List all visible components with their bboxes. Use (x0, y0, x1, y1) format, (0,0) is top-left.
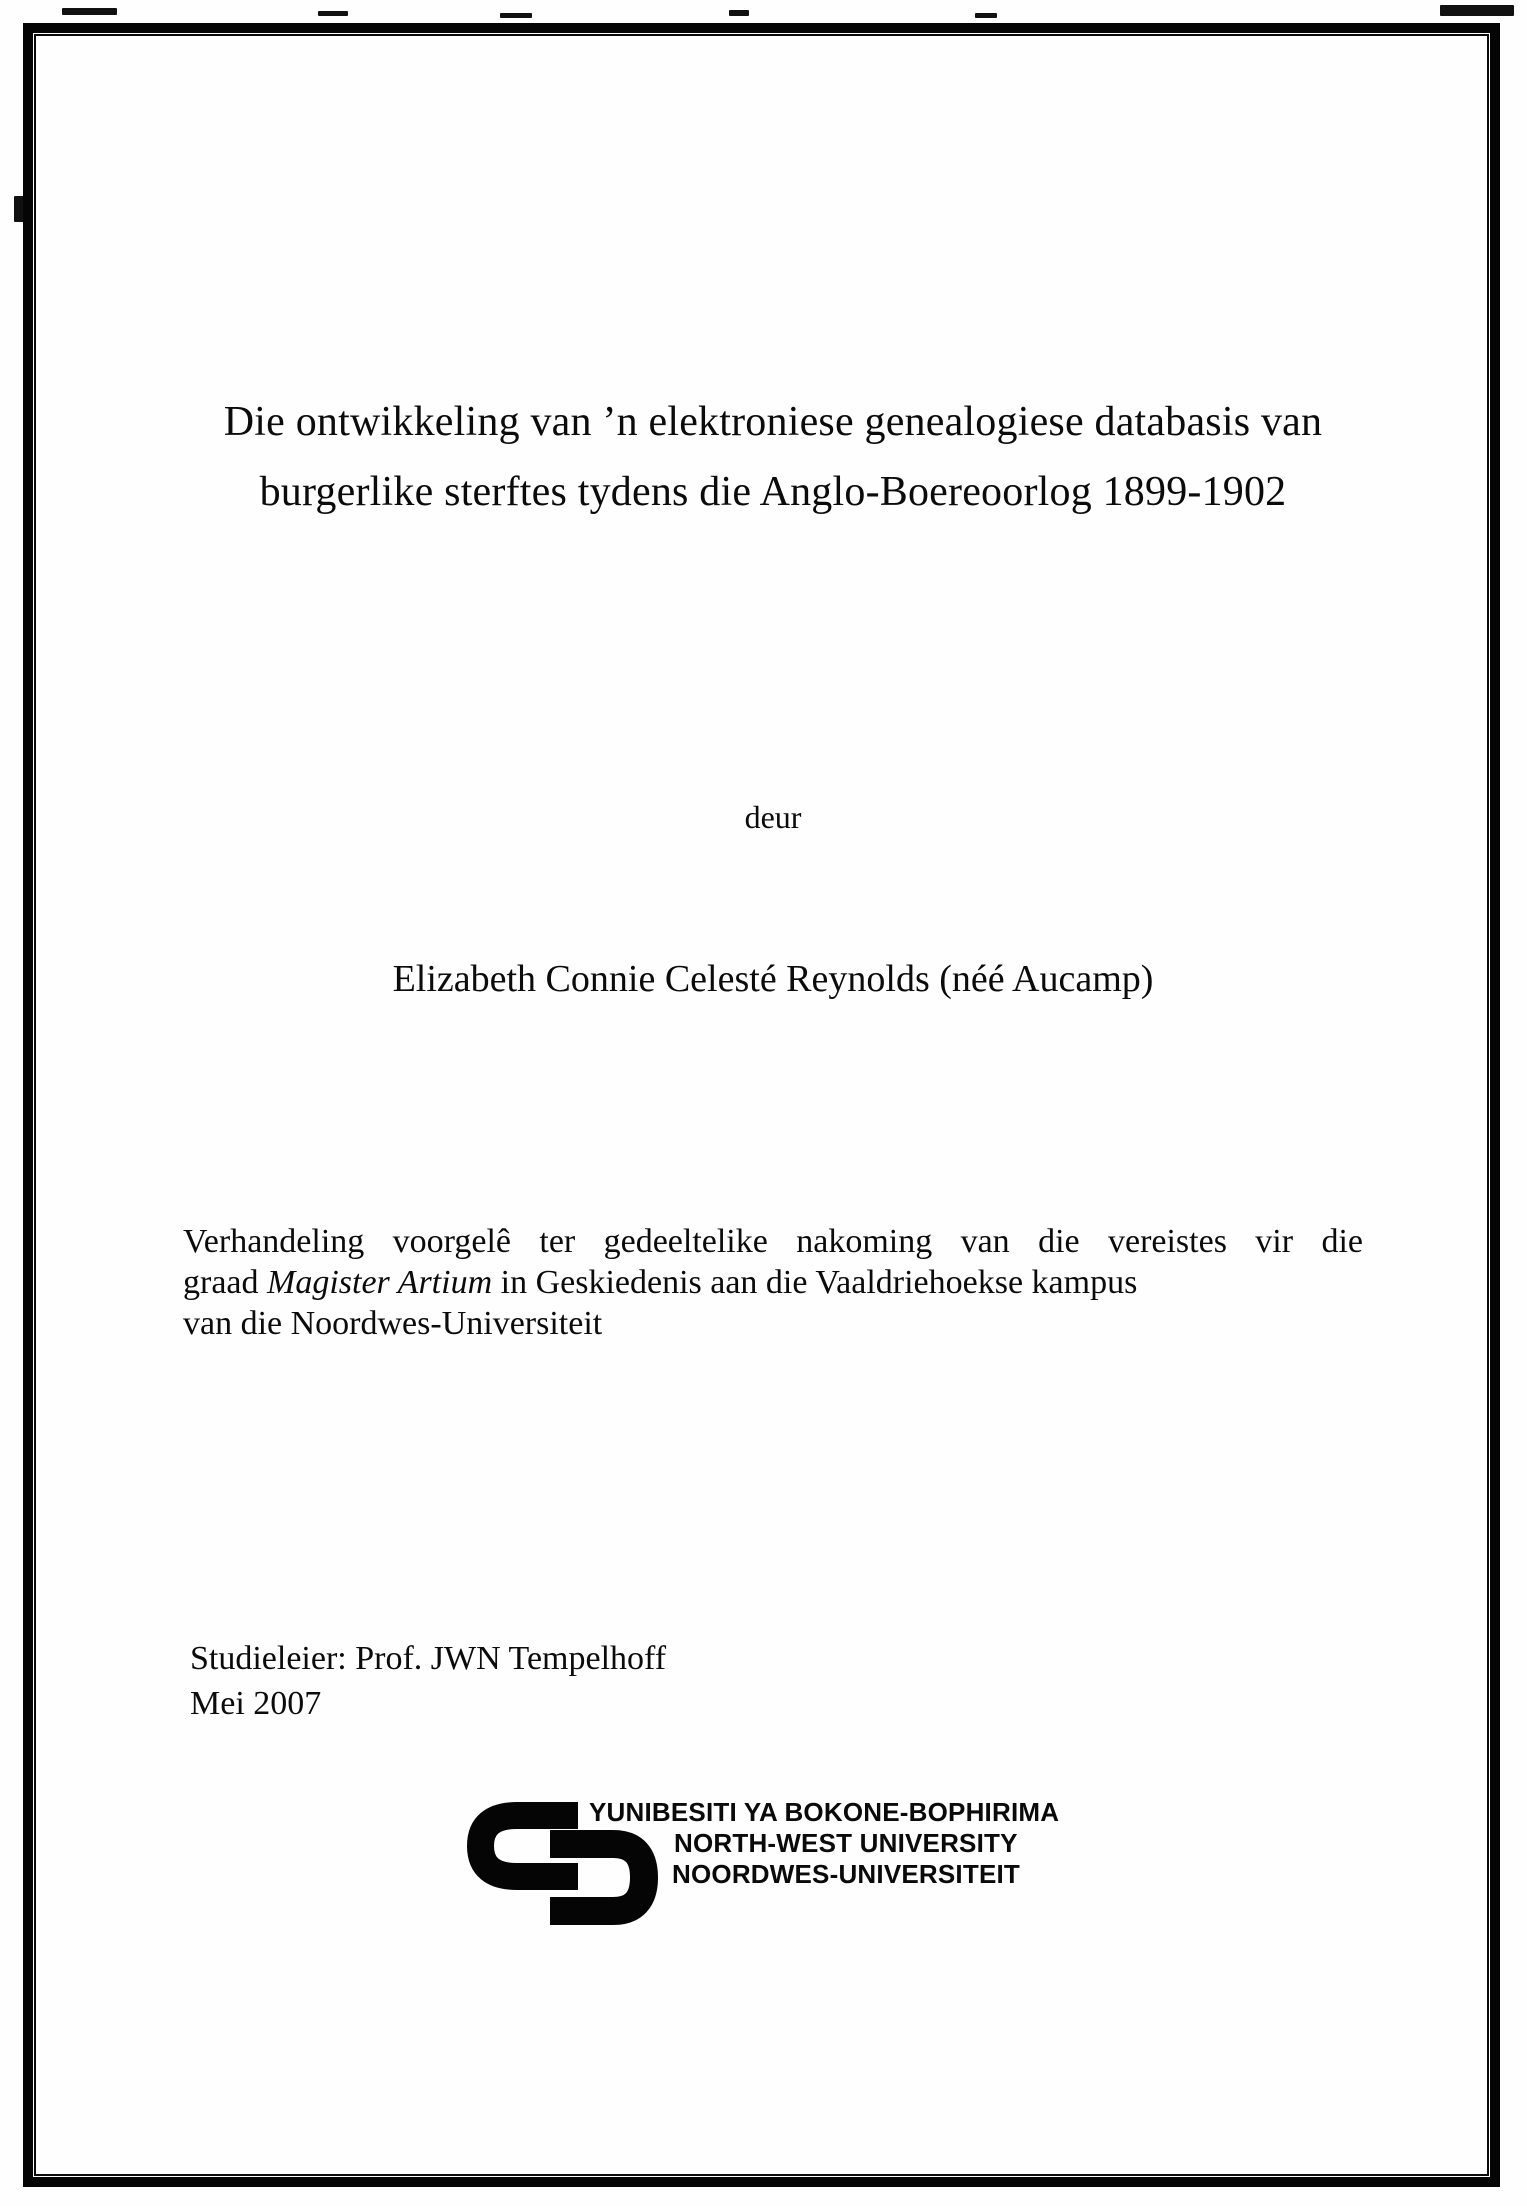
scan-artifact (975, 13, 997, 18)
supervisor-line: Studieleier: Prof. JWN Tempelhoff (190, 1640, 667, 1677)
degree-line-2-prefix: graad (183, 1264, 268, 1301)
scan-artifact (500, 13, 532, 18)
scan-artifact (1440, 5, 1514, 16)
degree-name-italic: Magister Artium (267, 1264, 493, 1301)
degree-statement-line-1: Verhandeling voorgelê ter gedeeltelike nakoming van die vereistes vir die (183, 1223, 1363, 1260)
university-logo-text (589, 1797, 1059, 1890)
date-line: Mei 2007 (190, 1685, 322, 1722)
university-logo (465, 1797, 1125, 1942)
degree-statement-line-2 (183, 1262, 1363, 1303)
author-name: Elizabeth Connie Celesté Reynolds (néé Aucamp) (392, 958, 1154, 1000)
degree-statement (183, 1221, 1363, 1344)
scan-artifact (62, 8, 117, 15)
logo-text-english: NORTH-WEST UNIVERSITY (674, 1828, 1018, 1858)
thesis-title-line-1: Die ontwikkeling van ’n elektroniese genealogiese databasis van (223, 399, 1323, 445)
scan-artifact (318, 11, 348, 16)
degree-line-2-suffix: in Geskiedenis aan die Vaaldriehoekse kampus (492, 1264, 1138, 1301)
logo-text-afrikaans: NOORDWES-UNIVERSITEIT (672, 1859, 1020, 1889)
degree-statement-line-3: van die Noordwes-Universiteit (183, 1305, 603, 1342)
logo-text-setswana: YUNIBESITI YA BOKONE-BOPHIRIMA (589, 1797, 1060, 1827)
byline: deur (744, 799, 802, 835)
thesis-title-line-2: burgerlike sterftes tydens die Anglo-Boereoorlog 1899-1902 (259, 469, 1287, 515)
scan-artifact (729, 10, 749, 16)
thesis-title (183, 387, 1363, 527)
supervisor-block (190, 1636, 666, 1726)
